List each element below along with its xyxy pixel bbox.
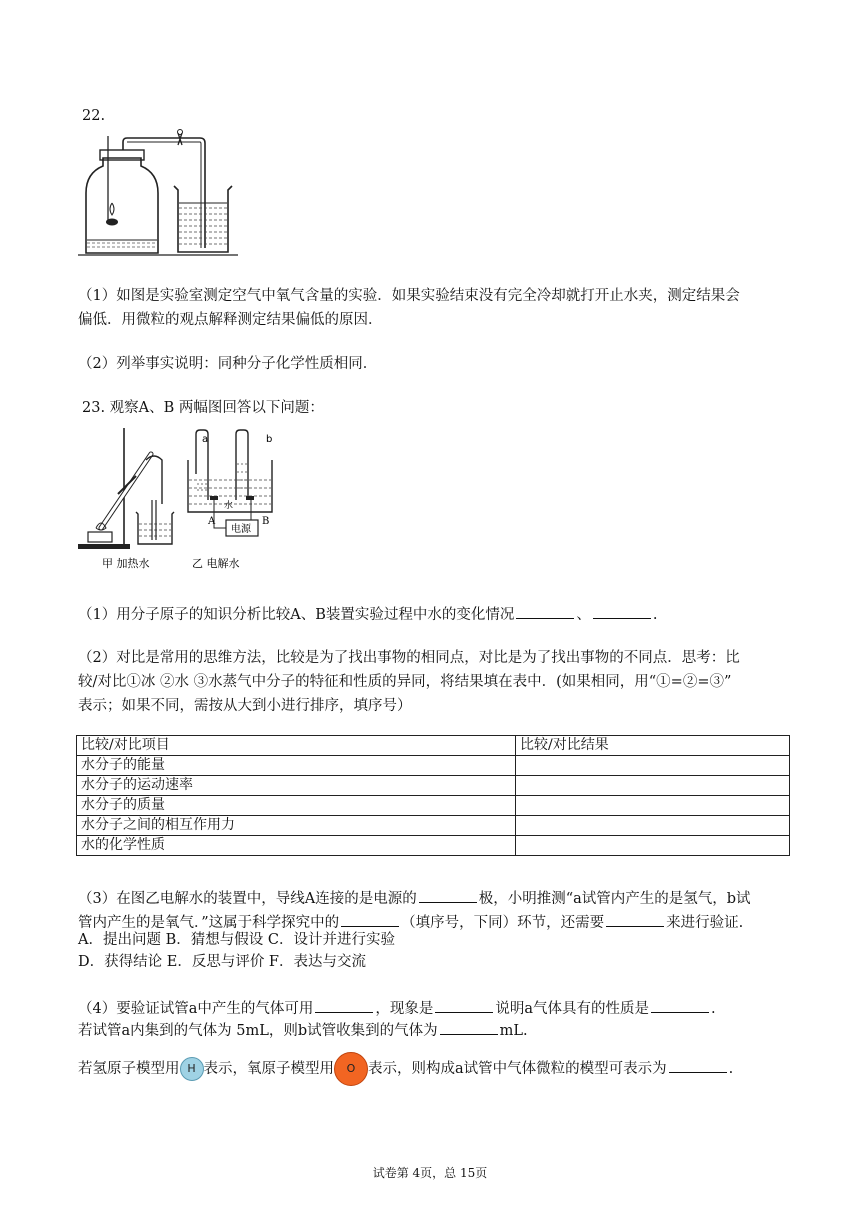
q23-part4-text: 说明a气体具有的性质是 <box>495 1001 650 1017</box>
hydrogen-atom-icon: H <box>180 1057 204 1081</box>
answer-blank[interactable] <box>419 888 477 903</box>
q23-part4-text: 表示，氧原子模型用 <box>203 1061 334 1077</box>
table-row <box>77 836 790 856</box>
q23-part2-line1: （2）对比是常用的思维方法，比较是为了找出事物的相同点，对比是为了找出事物的不同点．思考：比 <box>78 650 740 666</box>
q23-part3-text: （填序号，下同）环节，还需要 <box>401 915 605 931</box>
q23-part2-line3: 表示；如果不同，需按从大到小进行排序，填序号） <box>78 698 412 714</box>
answer-blank[interactable] <box>516 604 574 619</box>
q22-part1-line2: 偏低．用微粒的观点解释测定结果偏低的原因． <box>78 312 383 328</box>
q23-part3-line1 <box>78 888 751 909</box>
q22-number: 22. <box>82 108 106 124</box>
table-cell: 水分子的运动速率 <box>77 776 516 796</box>
table-cell: 水分子的质量 <box>77 796 516 816</box>
caption-left: 甲 加热水 <box>102 557 150 570</box>
q23-options-line2: D．获得结论 E．反思与评价 F．表达与交流 <box>78 954 366 970</box>
table-row <box>77 816 790 836</box>
oxygen-atom-icon: O <box>334 1052 368 1086</box>
q23-part4-text: （4）要验证试管a中产生的气体可用 <box>78 1001 314 1017</box>
q23-part4-text: mL. <box>499 1023 528 1039</box>
answer-cell[interactable] <box>516 816 790 836</box>
caption-right: 乙 电解水 <box>192 557 240 570</box>
table-cell: 水分子之间的相互作用力 <box>77 816 516 836</box>
q23-part4-text: . <box>728 1061 734 1077</box>
answer-blank[interactable] <box>435 998 493 1013</box>
q23-part1-end: . <box>652 607 658 623</box>
answer-blank[interactable] <box>593 604 651 619</box>
q23-part4-text: 表示，则构成a试管中气体微粒的模型可表示为 <box>368 1061 667 1077</box>
answer-cell[interactable] <box>516 756 790 776</box>
table-header: 比较/对比项目 <box>77 736 516 756</box>
q22-part2: （2）列举事实说明：同种分子化学性质相同． <box>78 356 378 372</box>
table-cell: 水的化学性质 <box>77 836 516 856</box>
q23-part4-line1 <box>78 998 716 1019</box>
answer-blank[interactable] <box>651 998 709 1013</box>
q23-part1-sep: 、 <box>576 607 591 623</box>
table-row <box>77 756 790 776</box>
table-cell: 水分子的能量 <box>77 756 516 776</box>
table-header: 比较/对比结果 <box>516 736 790 756</box>
q23-part3-text: 来进行验证. <box>666 915 744 931</box>
q23-part4-text: ，现象是 <box>375 1001 434 1017</box>
q23-part4-text: 若氢原子模型用 <box>78 1061 180 1077</box>
fig-b-label: b <box>266 434 273 445</box>
fig-a-label: a <box>202 434 209 445</box>
q23-part4-line2 <box>78 1020 528 1041</box>
oxygen-experiment-figure <box>78 128 238 258</box>
fig-A-label: A <box>208 516 216 527</box>
q22-part1-line1: （1）如图是实验室测定空气中氧气含量的实验．如果实验结束没有完全冷却就打开止水夹，测定结果会 <box>78 288 740 304</box>
q23-part3-text: 管内产生的是氧气．”这属于科学探究中的 <box>78 915 340 931</box>
table-row <box>77 776 790 796</box>
comparison-table <box>76 735 790 856</box>
answer-blank[interactable] <box>341 912 399 927</box>
fig-power-label: 电源 <box>231 524 251 535</box>
q23-part4-text: . <box>711 1001 716 1017</box>
q23-part2-line2: 较/对比①冰 ②水 ③水蒸气中分子的特征和性质的异同，将结果填在表中．(如果相同，用“①=②=③” <box>78 674 732 690</box>
table-header-row <box>77 736 790 756</box>
answer-blank[interactable] <box>315 998 373 1013</box>
q23-part4-line3 <box>78 1052 733 1086</box>
q23-part4-text: 若试管a内集到的气体为 5mL，则b试管收集到的气体为 <box>78 1023 438 1039</box>
page-footer: 试卷第 4页，总 15页 <box>372 1166 488 1180</box>
table-row <box>77 796 790 816</box>
q23-title: 23. 观察A、B 两幅图回答以下问题： <box>82 400 324 416</box>
answer-blank[interactable] <box>669 1058 727 1073</box>
q23-part1 <box>78 604 657 625</box>
water-experiments-figure <box>76 424 296 574</box>
q23-options-line1: A．提出问题 B．猜想与假设 C．设计并进行实验 <box>78 932 395 948</box>
fig-B-label: B <box>262 516 270 527</box>
q23-part3-text: 极，小明推测“a试管内产生的是氢气，b试 <box>478 891 751 907</box>
answer-cell[interactable] <box>516 776 790 796</box>
q23-part3-text: （3）在图乙电解水的装置中，导线A连接的是电源的 <box>78 891 417 907</box>
fig-water-label: 水 <box>224 501 234 511</box>
answer-blank[interactable] <box>440 1020 498 1035</box>
answer-cell[interactable] <box>516 836 790 856</box>
answer-cell[interactable] <box>516 796 790 816</box>
q23-part1-text: （1）用分子原子的知识分析比较A、B装置实验过程中水的变化情况 <box>78 607 515 623</box>
answer-blank[interactable] <box>606 912 664 927</box>
